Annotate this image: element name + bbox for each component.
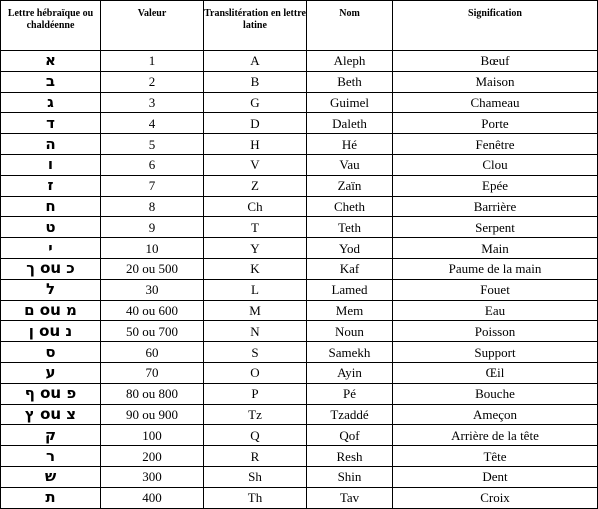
cell-value: 4 bbox=[101, 113, 204, 134]
table-row bbox=[1, 134, 598, 155]
cell-transliteration: M bbox=[204, 300, 307, 321]
table-row bbox=[1, 175, 598, 196]
cell-meaning: Croix bbox=[393, 487, 598, 508]
cell-transliteration: Z bbox=[204, 175, 307, 196]
table-row bbox=[1, 217, 598, 238]
cell-name: Vau bbox=[307, 154, 393, 175]
cell-meaning: Porte bbox=[393, 113, 598, 134]
cell-transliteration: Q bbox=[204, 425, 307, 446]
table-row bbox=[1, 446, 598, 467]
cell-transliteration: S bbox=[204, 342, 307, 363]
header-meaning: Signification bbox=[393, 1, 598, 51]
header-row bbox=[1, 1, 598, 51]
cell-value: 10 bbox=[101, 238, 204, 259]
cell-name: Tav bbox=[307, 487, 393, 508]
table-header bbox=[1, 1, 598, 51]
cell-transliteration: Ch bbox=[204, 196, 307, 217]
cell-letter: א bbox=[1, 51, 101, 72]
table-row bbox=[1, 92, 598, 113]
cell-name: Teth bbox=[307, 217, 393, 238]
cell-letter: ק bbox=[1, 425, 101, 446]
table-row bbox=[1, 154, 598, 175]
table-row bbox=[1, 425, 598, 446]
table-row bbox=[1, 300, 598, 321]
cell-letter: ו bbox=[1, 154, 101, 175]
table-row bbox=[1, 321, 598, 342]
cell-meaning: Œil bbox=[393, 362, 598, 383]
cell-meaning: Paume de la main bbox=[393, 258, 598, 279]
cell-meaning: Clou bbox=[393, 154, 598, 175]
cell-name: Yod bbox=[307, 238, 393, 259]
cell-meaning: Poisson bbox=[393, 321, 598, 342]
cell-value: 300 bbox=[101, 466, 204, 487]
cell-letter: ב bbox=[1, 71, 101, 92]
cell-transliteration: Y bbox=[204, 238, 307, 259]
cell-meaning: Fenêtre bbox=[393, 134, 598, 155]
cell-value: 400 bbox=[101, 487, 204, 508]
cell-name: Pé bbox=[307, 383, 393, 404]
cell-transliteration: N bbox=[204, 321, 307, 342]
cell-transliteration: V bbox=[204, 154, 307, 175]
table-row bbox=[1, 362, 598, 383]
cell-transliteration: P bbox=[204, 383, 307, 404]
table-row bbox=[1, 487, 598, 508]
cell-meaning: Chameau bbox=[393, 92, 598, 113]
cell-letter: ח bbox=[1, 196, 101, 217]
table-row bbox=[1, 51, 598, 72]
cell-meaning: Bœuf bbox=[393, 51, 598, 72]
cell-value: 1 bbox=[101, 51, 204, 72]
table-row bbox=[1, 71, 598, 92]
cell-name: Guimel bbox=[307, 92, 393, 113]
cell-letter: ץ ou צ bbox=[1, 404, 101, 425]
cell-name: Noun bbox=[307, 321, 393, 342]
cell-meaning: Epée bbox=[393, 175, 598, 196]
table-row bbox=[1, 404, 598, 425]
cell-value: 5 bbox=[101, 134, 204, 155]
cell-meaning: Serpent bbox=[393, 217, 598, 238]
cell-value: 100 bbox=[101, 425, 204, 446]
cell-meaning: Bouche bbox=[393, 383, 598, 404]
header-transliteration: Translitération en lettre latine bbox=[204, 1, 307, 51]
cell-letter: ך ou כ bbox=[1, 258, 101, 279]
cell-name: Daleth bbox=[307, 113, 393, 134]
table-row bbox=[1, 279, 598, 300]
cell-meaning: Support bbox=[393, 342, 598, 363]
cell-letter: ע bbox=[1, 362, 101, 383]
cell-letter: ן ou נ bbox=[1, 321, 101, 342]
cell-value: 70 bbox=[101, 362, 204, 383]
cell-name: Aleph bbox=[307, 51, 393, 72]
cell-name: Mem bbox=[307, 300, 393, 321]
cell-name: Samekh bbox=[307, 342, 393, 363]
cell-transliteration: Th bbox=[204, 487, 307, 508]
cell-name: Beth bbox=[307, 71, 393, 92]
cell-value: 40 ou 600 bbox=[101, 300, 204, 321]
table-row bbox=[1, 258, 598, 279]
cell-value: 9 bbox=[101, 217, 204, 238]
table-row bbox=[1, 196, 598, 217]
cell-transliteration: H bbox=[204, 134, 307, 155]
cell-transliteration: T bbox=[204, 217, 307, 238]
cell-transliteration: B bbox=[204, 71, 307, 92]
header-letter: Lettre hébraïque ou chaldéenne bbox=[1, 1, 101, 51]
cell-name: Shin bbox=[307, 466, 393, 487]
cell-letter: ג bbox=[1, 92, 101, 113]
cell-value: 20 ou 500 bbox=[101, 258, 204, 279]
cell-meaning: Dent bbox=[393, 466, 598, 487]
cell-letter: י bbox=[1, 238, 101, 259]
cell-transliteration: G bbox=[204, 92, 307, 113]
cell-transliteration: A bbox=[204, 51, 307, 72]
header-value: Valeur bbox=[101, 1, 204, 51]
cell-meaning: Ameçon bbox=[393, 404, 598, 425]
cell-value: 90 ou 900 bbox=[101, 404, 204, 425]
cell-transliteration: D bbox=[204, 113, 307, 134]
cell-name: Ayin bbox=[307, 362, 393, 383]
cell-letter: ט bbox=[1, 217, 101, 238]
table-row bbox=[1, 466, 598, 487]
cell-value: 2 bbox=[101, 71, 204, 92]
cell-name: Hé bbox=[307, 134, 393, 155]
cell-transliteration: Tz bbox=[204, 404, 307, 425]
cell-transliteration: R bbox=[204, 446, 307, 467]
cell-meaning: Arrière de la tête bbox=[393, 425, 598, 446]
table-body bbox=[1, 51, 598, 509]
cell-value: 7 bbox=[101, 175, 204, 196]
cell-value: 200 bbox=[101, 446, 204, 467]
cell-meaning: Eau bbox=[393, 300, 598, 321]
cell-letter: ס bbox=[1, 342, 101, 363]
cell-letter: ד bbox=[1, 113, 101, 134]
cell-letter: ש bbox=[1, 466, 101, 487]
table-row bbox=[1, 113, 598, 134]
table-row bbox=[1, 238, 598, 259]
cell-value: 3 bbox=[101, 92, 204, 113]
cell-letter: ף ou פ bbox=[1, 383, 101, 404]
cell-meaning: Barrière bbox=[393, 196, 598, 217]
table-row bbox=[1, 342, 598, 363]
cell-meaning: Main bbox=[393, 238, 598, 259]
cell-value: 6 bbox=[101, 154, 204, 175]
cell-transliteration: Sh bbox=[204, 466, 307, 487]
cell-name: Tzaddé bbox=[307, 404, 393, 425]
cell-name: Lamed bbox=[307, 279, 393, 300]
cell-value: 60 bbox=[101, 342, 204, 363]
cell-name: Qof bbox=[307, 425, 393, 446]
cell-meaning: Tête bbox=[393, 446, 598, 467]
cell-transliteration: O bbox=[204, 362, 307, 383]
cell-name: Resh bbox=[307, 446, 393, 467]
cell-meaning: Maison bbox=[393, 71, 598, 92]
cell-value: 50 ou 700 bbox=[101, 321, 204, 342]
cell-value: 80 ou 800 bbox=[101, 383, 204, 404]
cell-transliteration: K bbox=[204, 258, 307, 279]
cell-name: Cheth bbox=[307, 196, 393, 217]
cell-value: 30 bbox=[101, 279, 204, 300]
cell-letter: ת bbox=[1, 487, 101, 508]
cell-letter: ר bbox=[1, 446, 101, 467]
cell-meaning: Fouet bbox=[393, 279, 598, 300]
cell-transliteration: L bbox=[204, 279, 307, 300]
header-name: Nom bbox=[307, 1, 393, 51]
cell-letter: ל bbox=[1, 279, 101, 300]
table-row bbox=[1, 383, 598, 404]
cell-letter: ה bbox=[1, 134, 101, 155]
cell-name: Zaïn bbox=[307, 175, 393, 196]
cell-letter: ם ou מ bbox=[1, 300, 101, 321]
cell-value: 8 bbox=[101, 196, 204, 217]
cell-name: Kaf bbox=[307, 258, 393, 279]
cell-letter: ז bbox=[1, 175, 101, 196]
